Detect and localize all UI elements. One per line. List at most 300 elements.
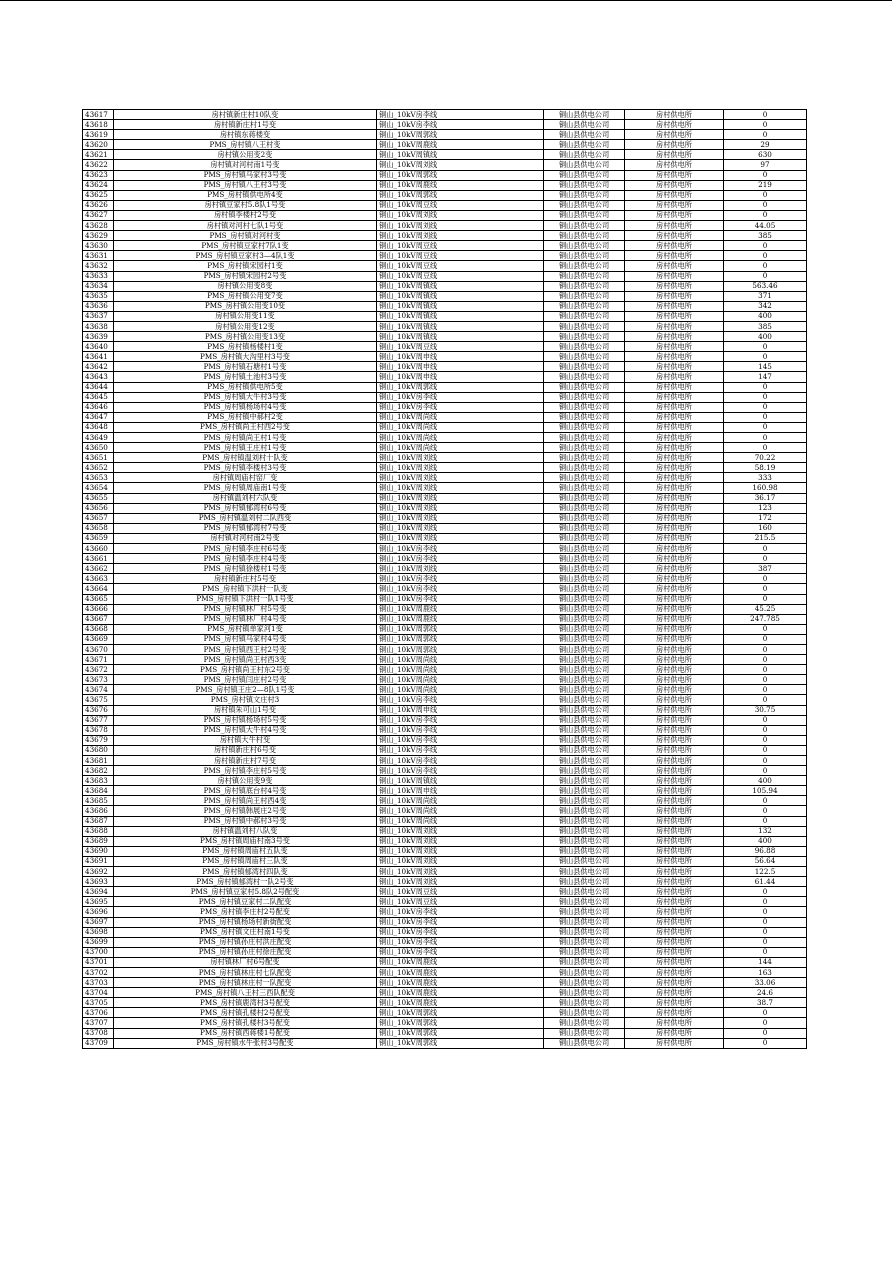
- company-cell: 铜山县供电公司: [544, 756, 625, 766]
- station-cell: 房村供电所: [625, 806, 724, 816]
- transformer-name-cell: PMS_房村镇大沟里村3号变: [114, 352, 377, 362]
- station-cell: 房村供电所: [625, 271, 724, 281]
- station-cell: 房村供电所: [625, 786, 724, 796]
- station-cell: 房村供电所: [625, 544, 724, 554]
- table-row: [83, 140, 807, 150]
- company-cell: 铜山县供电公司: [544, 887, 625, 897]
- value-cell: 0: [724, 644, 807, 654]
- value-cell: 0: [724, 584, 807, 594]
- value-cell: 0: [724, 816, 807, 826]
- company-cell: 铜山县供电公司: [544, 180, 625, 190]
- value-cell: 61.44: [724, 877, 807, 887]
- station-cell: 房村供电所: [625, 251, 724, 261]
- table-row: [83, 695, 807, 705]
- value-cell: 0: [724, 342, 807, 352]
- line-cell: 铜山_10kV周郭线: [377, 130, 544, 140]
- table-row: [83, 170, 807, 180]
- company-cell: 铜山县供电公司: [544, 655, 625, 665]
- station-cell: 房村供电所: [625, 332, 724, 342]
- line-cell: 铜山_10kV周郭线: [377, 1018, 544, 1028]
- transformer-name-cell: 房村镇新庄村1号变: [114, 120, 377, 130]
- row-id-cell: 43630: [83, 241, 114, 251]
- table-row: [83, 634, 807, 644]
- transformer-name-cell: PMS_房村镇尚王村西4变: [114, 796, 377, 806]
- station-cell: 房村供电所: [625, 564, 724, 574]
- station-cell: 房村供电所: [625, 665, 724, 675]
- table-row: [83, 422, 807, 432]
- transformer-name-cell: PMS_房村镇尚王村西3变: [114, 655, 377, 665]
- line-cell: 铜山_10kV周镇线: [377, 291, 544, 301]
- station-cell: 房村供电所: [625, 856, 724, 866]
- value-cell: 163: [724, 967, 807, 977]
- table-row: [83, 150, 807, 160]
- value-cell: 38.7: [724, 998, 807, 1008]
- transformer-name-cell: PMS_房村镇鹿湾村3号配变: [114, 998, 377, 1008]
- table-row: [83, 190, 807, 200]
- row-id-cell: 43652: [83, 463, 114, 473]
- row-id-cell: 43617: [83, 110, 114, 120]
- station-cell: 房村供电所: [625, 584, 724, 594]
- station-cell: 房村供电所: [625, 725, 724, 735]
- line-cell: 铜山_10kV周尚线: [377, 796, 544, 806]
- line-cell: 铜山_10kV房李线: [377, 756, 544, 766]
- row-id-cell: 43625: [83, 190, 114, 200]
- row-id-cell: 43694: [83, 887, 114, 897]
- table-row: [83, 806, 807, 816]
- value-cell: 58.19: [724, 463, 807, 473]
- line-cell: 铜山_10kV房李线: [377, 574, 544, 584]
- station-cell: 房村供电所: [625, 796, 724, 806]
- row-id-cell: 43679: [83, 735, 114, 745]
- company-cell: 铜山县供电公司: [544, 715, 625, 725]
- table-row: [83, 130, 807, 140]
- company-cell: 铜山县供电公司: [544, 826, 625, 836]
- row-id-cell: 43644: [83, 382, 114, 392]
- transformer-name-cell: PMS_房村镇周庙村南3号变: [114, 836, 377, 846]
- row-id-cell: 43693: [83, 877, 114, 887]
- company-cell: 铜山县供电公司: [544, 634, 625, 644]
- value-cell: 0: [724, 725, 807, 735]
- line-cell: 铜山_10kV周刘线: [377, 231, 544, 241]
- value-cell: 387: [724, 564, 807, 574]
- transformer-name-cell: PMS_房村镇林厂村4号变: [114, 614, 377, 624]
- line-cell: 铜山_10kV周尚线: [377, 806, 544, 816]
- table-row: [83, 594, 807, 604]
- value-cell: 144: [724, 957, 807, 967]
- company-cell: 铜山县供电公司: [544, 120, 625, 130]
- line-cell: 铜山_10kV房李线: [377, 402, 544, 412]
- line-cell: 铜山_10kV房李线: [377, 544, 544, 554]
- row-id-cell: 43628: [83, 221, 114, 231]
- line-cell: 铜山_10kV房李线: [377, 735, 544, 745]
- row-id-cell: 43626: [83, 200, 114, 210]
- value-cell: 0: [724, 897, 807, 907]
- company-cell: 铜山县供电公司: [544, 988, 625, 998]
- value-cell: 0: [724, 806, 807, 816]
- table-row: [83, 756, 807, 766]
- transformer-name-cell: PMS_房村镇尚王村东2号变: [114, 665, 377, 675]
- line-cell: 铜山_10kV周镇线: [377, 311, 544, 321]
- table-row: [83, 867, 807, 877]
- row-id-cell: 43692: [83, 867, 114, 877]
- station-cell: 房村供电所: [625, 473, 724, 483]
- value-cell: 0: [724, 200, 807, 210]
- station-cell: 房村供电所: [625, 604, 724, 614]
- row-id-cell: 43691: [83, 856, 114, 866]
- company-cell: 铜山县供电公司: [544, 533, 625, 543]
- value-cell: 0: [724, 433, 807, 443]
- line-cell: 铜山_10kV周刘线: [377, 503, 544, 513]
- station-cell: 房村供电所: [625, 140, 724, 150]
- station-cell: 房村供电所: [625, 655, 724, 665]
- row-id-cell: 43641: [83, 352, 114, 362]
- station-cell: 房村供电所: [625, 907, 724, 917]
- table-row: [83, 877, 807, 887]
- value-cell: 0: [724, 1028, 807, 1038]
- row-id-cell: 43708: [83, 1028, 114, 1038]
- company-cell: 铜山县供电公司: [544, 624, 625, 634]
- row-id-cell: 43695: [83, 897, 114, 907]
- line-cell: 铜山_10kV周刘线: [377, 856, 544, 866]
- company-cell: 铜山县供电公司: [544, 846, 625, 856]
- station-cell: 房村供电所: [625, 453, 724, 463]
- table-row: [83, 988, 807, 998]
- table-row: [83, 887, 807, 897]
- transformer-name-cell: PMS_房村镇孔楼村2号配变: [114, 1008, 377, 1018]
- station-cell: 房村供电所: [625, 897, 724, 907]
- transformer-name-cell: PMS_房村镇林庄村七队配变: [114, 967, 377, 977]
- value-cell: 147: [724, 372, 807, 382]
- line-cell: 铜山_10kV周郭线: [377, 644, 544, 654]
- value-cell: 172: [724, 513, 807, 523]
- table-row: [83, 513, 807, 523]
- value-cell: 0: [724, 422, 807, 432]
- company-cell: 铜山县供电公司: [544, 170, 625, 180]
- line-cell: 铜山_10kV周郭线: [377, 1038, 544, 1048]
- row-id-cell: 43689: [83, 836, 114, 846]
- company-cell: 铜山县供电公司: [544, 594, 625, 604]
- transformer-name-cell: PMS_房村镇下洪村一队变: [114, 584, 377, 594]
- line-cell: 铜山_10kV周尚线: [377, 412, 544, 422]
- table-row: [83, 110, 807, 120]
- line-cell: 铜山_10kV周镇线: [377, 150, 544, 160]
- station-cell: 房村供电所: [625, 412, 724, 422]
- company-cell: 铜山县供电公司: [544, 564, 625, 574]
- line-cell: 铜山_10kV房李线: [377, 110, 544, 120]
- row-id-cell: 43619: [83, 130, 114, 140]
- station-cell: 房村供电所: [625, 957, 724, 967]
- company-cell: 铜山县供电公司: [544, 725, 625, 735]
- table-row: [83, 321, 807, 331]
- station-cell: 房村供电所: [625, 705, 724, 715]
- station-cell: 房村供电所: [625, 463, 724, 473]
- line-cell: 铜山_10kV周尚线: [377, 422, 544, 432]
- row-id-cell: 43671: [83, 655, 114, 665]
- transformer-name-cell: PMS_房村镇公用变7变: [114, 291, 377, 301]
- line-cell: 铜山_10kV周豆线: [377, 342, 544, 352]
- company-cell: 铜山县供电公司: [544, 806, 625, 816]
- value-cell: 0: [724, 947, 807, 957]
- transformer-name-cell: PMS_房村镇杨场村5号变: [114, 715, 377, 725]
- value-cell: 96.88: [724, 846, 807, 856]
- line-cell: 铜山_10kV周豆线: [377, 897, 544, 907]
- table-row: [83, 453, 807, 463]
- transformer-name-cell: PMS_房村镇李庄村5号变: [114, 766, 377, 776]
- value-cell: 219: [724, 180, 807, 190]
- line-cell: 铜山_10kV房李线: [377, 554, 544, 564]
- table-row: [83, 766, 807, 776]
- row-id-cell: 43622: [83, 160, 114, 170]
- value-cell: 400: [724, 836, 807, 846]
- value-cell: 0: [724, 745, 807, 755]
- value-cell: 0: [724, 544, 807, 554]
- table-row: [83, 311, 807, 321]
- table-row: [83, 927, 807, 937]
- table-row: [83, 291, 807, 301]
- value-cell: 0: [724, 382, 807, 392]
- line-cell: 铜山_10kV周尚线: [377, 665, 544, 675]
- value-cell: 0: [724, 594, 807, 604]
- transformer-name-cell: PMS_房村镇豆家村5.8队2号配变: [114, 887, 377, 897]
- value-cell: 400: [724, 776, 807, 786]
- table-row: [83, 221, 807, 231]
- line-cell: 铜山_10kV周郭线: [377, 170, 544, 180]
- transformer-name-cell: PMS_房村镇八王村三西队配变: [114, 988, 377, 998]
- line-cell: 铜山_10kV周镇线: [377, 281, 544, 291]
- table-row: [83, 564, 807, 574]
- transformer-name-cell: PMS_房村镇郁湾村7号变: [114, 523, 377, 533]
- transformer-name-cell: PMS_房村镇温刘村十队变: [114, 453, 377, 463]
- line-cell: 铜山_10kV周刘线: [377, 453, 544, 463]
- line-cell: 铜山_10kV周豆线: [377, 251, 544, 261]
- transformer-name-cell: PMS_房村镇宋园村1变: [114, 261, 377, 271]
- row-id-cell: 43650: [83, 443, 114, 453]
- value-cell: 215.5: [724, 533, 807, 543]
- station-cell: 房村供电所: [625, 150, 724, 160]
- transformer-name-cell: 房村镇温刘村六队变: [114, 493, 377, 503]
- transformer-name-cell: PMS_房村镇闫庄村2号变: [114, 675, 377, 685]
- line-cell: 铜山_10kV周镇线: [377, 332, 544, 342]
- line-cell: 铜山_10kV周郭线: [377, 624, 544, 634]
- table-row: [83, 251, 807, 261]
- line-cell: 铜山_10kV房李线: [377, 392, 544, 402]
- transformer-name-cell: PMS_房村镇尚王村西2号变: [114, 422, 377, 432]
- table-row: [83, 856, 807, 866]
- company-cell: 铜山县供电公司: [544, 150, 625, 160]
- station-cell: 房村供电所: [625, 301, 724, 311]
- transformer-name-cell: 房村镇豆家村5.8队1号变: [114, 200, 377, 210]
- table-row: [83, 332, 807, 342]
- line-cell: 铜山_10kV周鹿线: [377, 140, 544, 150]
- value-cell: 29: [724, 140, 807, 150]
- table-row: [83, 463, 807, 473]
- value-cell: 0: [724, 190, 807, 200]
- company-cell: 铜山县供电公司: [544, 614, 625, 624]
- value-cell: 0: [724, 887, 807, 897]
- company-cell: 铜山县供电公司: [544, 241, 625, 251]
- company-cell: 铜山县供电公司: [544, 937, 625, 947]
- transformer-name-cell: 房村镇新庄村10队变: [114, 110, 377, 120]
- line-cell: 铜山_10kV周豆线: [377, 271, 544, 281]
- table-row: [83, 715, 807, 725]
- row-id-cell: 43670: [83, 644, 114, 654]
- line-cell: 铜山_10kV周郭线: [377, 190, 544, 200]
- company-cell: 铜山县供电公司: [544, 493, 625, 503]
- table-row: [83, 685, 807, 695]
- station-cell: 房村供电所: [625, 261, 724, 271]
- line-cell: 铜山_10kV周鹿线: [377, 614, 544, 624]
- transformer-name-cell: PMS_房村镇文庄村南1号变: [114, 927, 377, 937]
- row-id-cell: 43674: [83, 685, 114, 695]
- transformer-name-cell: PMS_房村镇水牛张村3号配变: [114, 1038, 377, 1048]
- station-cell: 房村供电所: [625, 281, 724, 291]
- station-cell: 房村供电所: [625, 634, 724, 644]
- transformer-name-cell: PMS_房村镇马家村3号变: [114, 170, 377, 180]
- row-id-cell: 43656: [83, 503, 114, 513]
- company-cell: 铜山县供电公司: [544, 443, 625, 453]
- station-cell: 房村供电所: [625, 675, 724, 685]
- line-cell: 铜山_10kV周豆线: [377, 887, 544, 897]
- value-cell: 0: [724, 443, 807, 453]
- line-cell: 铜山_10kV周刘线: [377, 523, 544, 533]
- company-cell: 铜山县供电公司: [544, 574, 625, 584]
- station-cell: 房村供电所: [625, 231, 724, 241]
- value-cell: 0: [724, 927, 807, 937]
- company-cell: 铜山县供电公司: [544, 675, 625, 685]
- company-cell: 铜山县供电公司: [544, 897, 625, 907]
- transformer-name-cell: 房村镇新庄村7号变: [114, 756, 377, 766]
- station-cell: 房村供电所: [625, 533, 724, 543]
- table-row: [83, 614, 807, 624]
- station-cell: 房村供电所: [625, 594, 724, 604]
- value-cell: 400: [724, 332, 807, 342]
- row-id-cell: 43631: [83, 251, 114, 261]
- line-cell: 铜山_10kV周刘线: [377, 483, 544, 493]
- table-row: [83, 725, 807, 735]
- company-cell: 铜山县供电公司: [544, 998, 625, 1008]
- value-cell: 0: [724, 210, 807, 220]
- row-id-cell: 43705: [83, 998, 114, 1008]
- station-cell: 房村供电所: [625, 503, 724, 513]
- row-id-cell: 43690: [83, 846, 114, 856]
- transformer-name-cell: 房村镇公用变9变: [114, 776, 377, 786]
- line-cell: 铜山_10kV周刘线: [377, 836, 544, 846]
- row-id-cell: 43621: [83, 150, 114, 160]
- table-row: [83, 433, 807, 443]
- line-cell: 铜山_10kV周申线: [377, 705, 544, 715]
- row-id-cell: 43701: [83, 957, 114, 967]
- station-cell: 房村供电所: [625, 715, 724, 725]
- row-id-cell: 43635: [83, 291, 114, 301]
- value-cell: 0: [724, 412, 807, 422]
- transformer-name-cell: 房村镇大牛村变: [114, 735, 377, 745]
- line-cell: 铜山_10kV房李线: [377, 584, 544, 594]
- row-id-cell: 43653: [83, 473, 114, 483]
- station-cell: 房村供电所: [625, 735, 724, 745]
- value-cell: 0: [724, 665, 807, 675]
- row-id-cell: 43658: [83, 523, 114, 533]
- line-cell: 铜山_10kV周鹿线: [377, 967, 544, 977]
- table-row: [83, 1028, 807, 1038]
- station-cell: 房村供电所: [625, 1018, 724, 1028]
- transformer-name-cell: PMS_房村镇林庄村一队配变: [114, 978, 377, 988]
- row-id-cell: 43680: [83, 745, 114, 755]
- company-cell: 铜山县供电公司: [544, 473, 625, 483]
- line-cell: 铜山_10kV周豆线: [377, 241, 544, 251]
- row-id-cell: 43629: [83, 231, 114, 241]
- line-cell: 铜山_10kV周尚线: [377, 675, 544, 685]
- table-row: [83, 483, 807, 493]
- line-cell: 铜山_10kV房李线: [377, 594, 544, 604]
- row-id-cell: 43685: [83, 796, 114, 806]
- station-cell: 房村供电所: [625, 210, 724, 220]
- value-cell: 36.17: [724, 493, 807, 503]
- station-cell: 房村供电所: [625, 836, 724, 846]
- table-row: [83, 1008, 807, 1018]
- company-cell: 铜山县供电公司: [544, 1038, 625, 1048]
- line-cell: 铜山_10kV周刘线: [377, 564, 544, 574]
- row-id-cell: 43640: [83, 342, 114, 352]
- row-id-cell: 43706: [83, 1008, 114, 1018]
- line-cell: 铜山_10kV周尚线: [377, 685, 544, 695]
- transformer-name-cell: 房村镇新庄村6号变: [114, 745, 377, 755]
- row-id-cell: 43643: [83, 372, 114, 382]
- company-cell: 铜山县供电公司: [544, 745, 625, 755]
- value-cell: 0: [724, 634, 807, 644]
- table-row: [83, 846, 807, 856]
- company-cell: 铜山县供电公司: [544, 685, 625, 695]
- row-id-cell: 43681: [83, 756, 114, 766]
- row-id-cell: 43648: [83, 422, 114, 432]
- row-id-cell: 43651: [83, 453, 114, 463]
- transformer-name-cell: PMS_房村镇孙庄村徐庄配变: [114, 947, 377, 957]
- value-cell: 0: [724, 735, 807, 745]
- line-cell: 铜山_10kV房李线: [377, 715, 544, 725]
- transformer-name-cell: 房村镇林厂村6号配变: [114, 957, 377, 967]
- station-cell: 房村供电所: [625, 483, 724, 493]
- company-cell: 铜山县供电公司: [544, 735, 625, 745]
- value-cell: 400: [724, 311, 807, 321]
- company-cell: 铜山县供电公司: [544, 200, 625, 210]
- line-cell: 铜山_10kV周刘线: [377, 210, 544, 220]
- company-cell: 铜山县供电公司: [544, 130, 625, 140]
- station-cell: 房村供电所: [625, 644, 724, 654]
- line-cell: 铜山_10kV房李线: [377, 766, 544, 776]
- value-cell: 0: [724, 574, 807, 584]
- value-cell: 0: [724, 110, 807, 120]
- line-cell: 铜山_10kV周豆线: [377, 200, 544, 210]
- row-id-cell: 43682: [83, 766, 114, 776]
- line-cell: 铜山_10kV周刘线: [377, 160, 544, 170]
- line-cell: 铜山_10kV周刘线: [377, 513, 544, 523]
- value-cell: 97: [724, 160, 807, 170]
- value-cell: 33.06: [724, 978, 807, 988]
- row-id-cell: 43654: [83, 483, 114, 493]
- line-cell: 铜山_10kV周刘线: [377, 826, 544, 836]
- transformer-name-cell: PMS_房村镇石塘村1号变: [114, 362, 377, 372]
- company-cell: 铜山县供电公司: [544, 786, 625, 796]
- transformer-name-cell: PMS_房村镇孔楼村3号配变: [114, 1018, 377, 1028]
- transformer-name-cell: PMS_房村镇温刘村二队西变: [114, 513, 377, 523]
- table-row: [83, 301, 807, 311]
- page-top-border: [0, 0, 892, 1]
- row-id-cell: 43703: [83, 978, 114, 988]
- row-id-cell: 43675: [83, 695, 114, 705]
- table-row: [83, 412, 807, 422]
- value-cell: 145: [724, 362, 807, 372]
- row-id-cell: 43655: [83, 493, 114, 503]
- station-cell: 房村供电所: [625, 776, 724, 786]
